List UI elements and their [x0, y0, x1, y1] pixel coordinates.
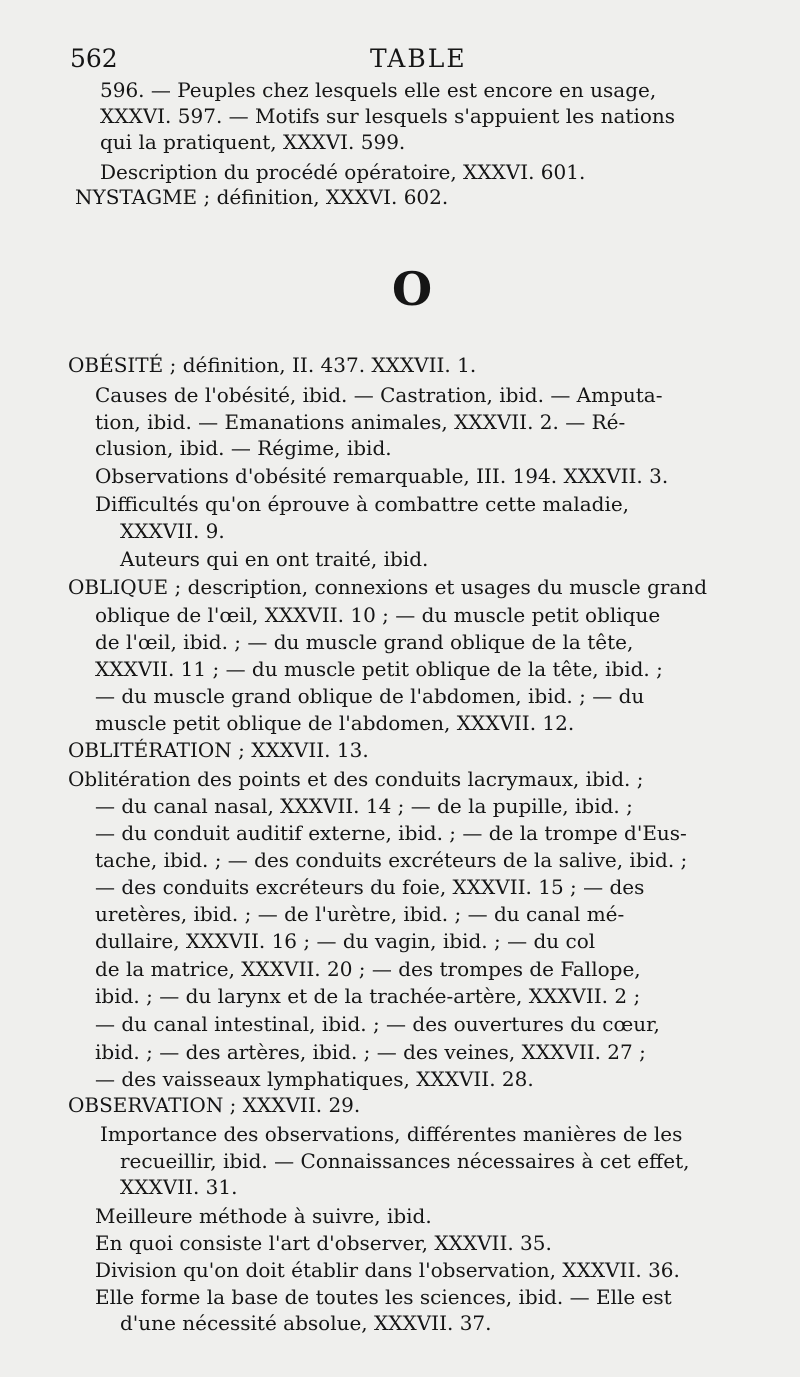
index-line: NYSTAGME ; définition, XXXVI. 602.: [75, 185, 449, 209]
index-line: uretères, ibid. ; — de l'urètre, ibid. ; — du canal mé-: [95, 902, 625, 926]
index-line: ibid. ; — du larynx et de la trachée-artère, XXXVII. 2 ;: [95, 984, 641, 1008]
index-line: Causes de l'obésité, ibid. — Castration, ibid. — Amputa-: [95, 383, 663, 407]
index-line: — du muscle grand oblique de l'abdomen, ibid. ; — du: [95, 684, 645, 708]
index-line: 596. — Peuples chez lesquels elle est encore en usage,: [100, 78, 657, 102]
index-line: Auteurs qui en ont traité, ibid.: [120, 547, 429, 571]
index-line: de la matrice, XXXVII. 20 ; — des trompes de Fallope,: [95, 957, 641, 981]
index-line: qui la pratiquent, XXXVI. 599.: [100, 130, 406, 154]
index-line: Observations d'obésité remarquable, III. 194. XXXVII. 3.: [95, 464, 669, 488]
index-line: clusion, ibid. — Régime, ibid.: [95, 436, 392, 460]
index-line: XXXVII. 31.: [120, 1175, 238, 1199]
index-line: Meilleure méthode à suivre, ibid.: [95, 1204, 432, 1228]
index-line: Description du procédé opératoire, XXXVI. 601.: [100, 160, 586, 184]
index-line: — du conduit auditif externe, ibid. ; — de la trompe d'Eus-: [95, 821, 687, 845]
index-line: — du canal nasal, XXXVII. 14 ; — de la pupille, ibid. ;: [95, 794, 633, 818]
index-line: OBLITÉRATION ; XXXVII. 13.: [68, 738, 369, 762]
index-line: OBÉSITÉ ; définition, II. 437. XXXVII. 1.: [68, 353, 477, 377]
index-line: XXXVII. 9.: [120, 519, 225, 543]
index-line: En quoi consiste l'art d'observer, XXXVII. 35.: [95, 1231, 552, 1255]
index-line: Elle forme la base de toutes les sciences, ibid. — Elle est: [95, 1285, 672, 1309]
index-line: — du canal intestinal, ibid. ; — des ouvertures du cœur,: [95, 1012, 660, 1036]
index-line: OBSERVATION ; XXXVII. 29.: [68, 1093, 361, 1117]
index-line: tache, ibid. ; — des conduits excréteurs de la salive, ibid. ;: [95, 848, 688, 872]
index-line: — des vaisseaux lymphatiques, XXXVII. 28.: [95, 1067, 534, 1091]
index-line: ibid. ; — des artères, ibid. ; — des veines, XXXVII. 27 ;: [95, 1040, 646, 1064]
index-line: OBLIQUE ; description, connexions et usages du muscle grand: [68, 575, 708, 599]
section-letter: O: [392, 262, 433, 316]
index-line: Difficultés qu'on éprouve à combattre cette maladie,: [95, 492, 630, 516]
index-line: dullaire, XXXVII. 16 ; — du vagin, ibid. ; — du col: [95, 929, 596, 953]
index-line: recueillir, ibid. — Connaissances nécessaires à cet effet,: [120, 1149, 690, 1173]
index-line: Oblitération des points et des conduits lacrymaux, ibid. ;: [68, 767, 644, 791]
index-line: muscle petit oblique de l'abdomen, XXXVII. 12.: [95, 711, 575, 735]
index-line: — des conduits excréteurs du foie, XXXVII. 15 ; — des: [95, 875, 645, 899]
running-head: TABLE: [370, 44, 467, 73]
index-line: Division qu'on doit établir dans l'observation, XXXVII. 36.: [95, 1258, 680, 1282]
page-number: 562: [70, 44, 118, 73]
index-line: Importance des observations, différentes manières de les: [100, 1122, 683, 1146]
index-line: tion, ibid. — Emanations animales, XXXVII. 2. — Ré-: [95, 410, 626, 434]
index-line: oblique de l'œil, XXXVII. 10 ; — du muscle petit oblique: [95, 603, 661, 627]
index-line: d'une nécessité absolue, XXXVII. 37.: [120, 1311, 492, 1335]
index-line: XXXVI. 597. — Motifs sur lesquels s'appuient les nations: [100, 104, 676, 128]
index-line: XXXVII. 11 ; — du muscle petit oblique de la tête, ibid. ;: [95, 657, 663, 681]
index-line: de l'œil, ibid. ; — du muscle grand oblique de la tête,: [95, 630, 634, 654]
